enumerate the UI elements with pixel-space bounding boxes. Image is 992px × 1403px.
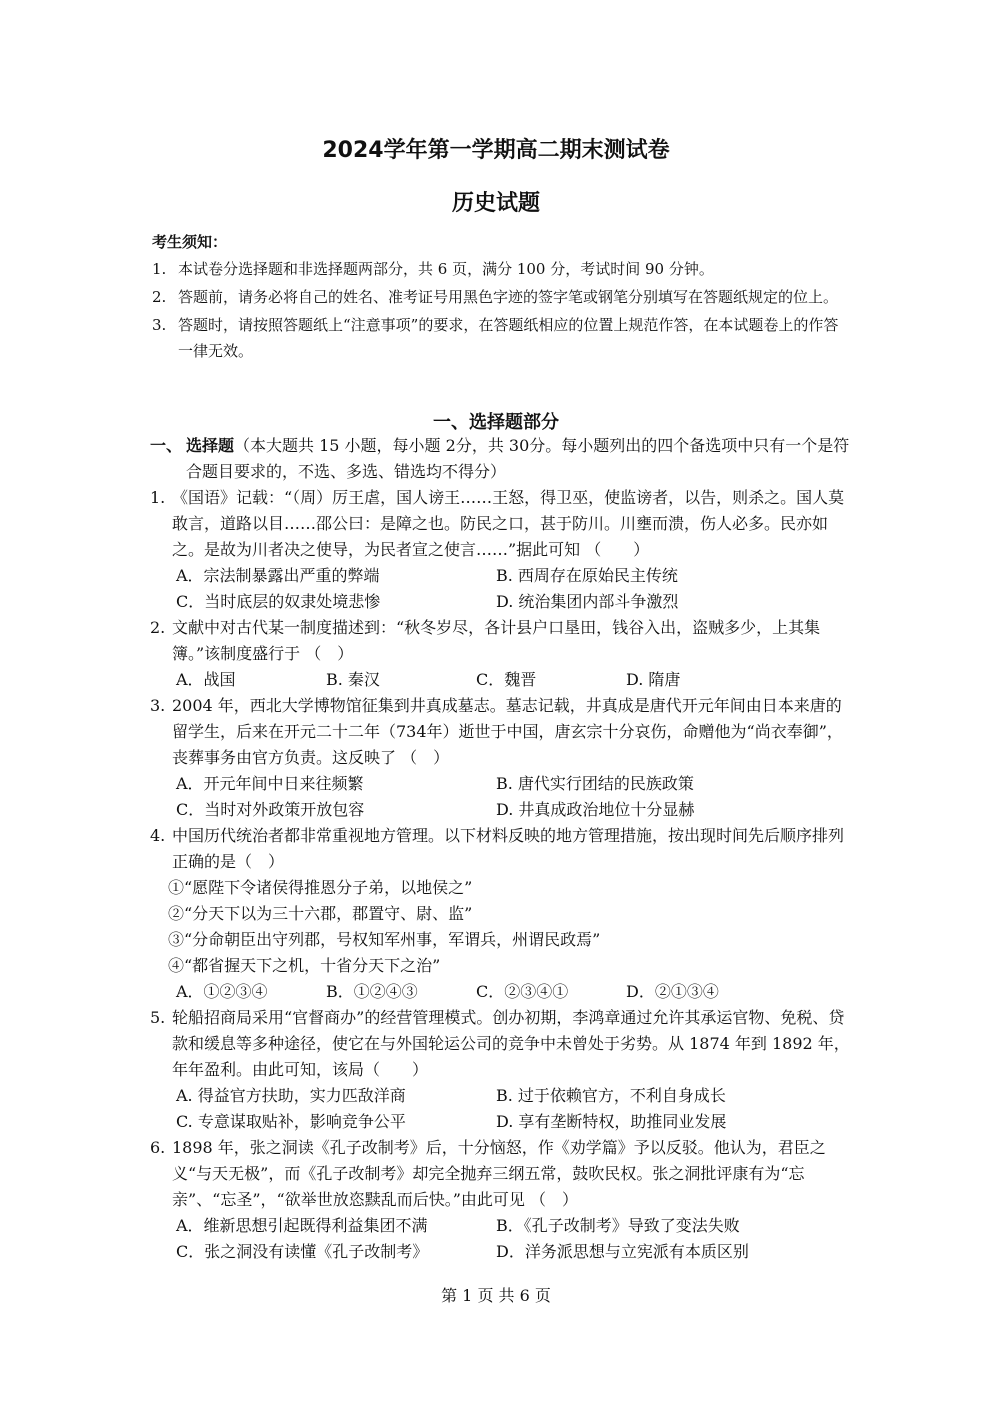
question-6-options xyxy=(150,1213,850,1265)
option-d[interactable]: D．②①③④ xyxy=(626,982,719,1001)
notice-text: 答题前，请务必将自己的姓名、准考证号用黑色字迹的签字笔或钢笔分别填写在答题纸规定的位上。 xyxy=(178,288,839,306)
option-a[interactable]: A．战国 xyxy=(176,670,236,689)
notice-number: 3. xyxy=(152,316,167,334)
notice-item xyxy=(152,284,852,310)
option-d[interactable]: D. 井真成政治地位十分显赫 xyxy=(496,800,695,819)
question-number: 6. xyxy=(150,1138,166,1157)
option-a[interactable]: A．开元年间中日来往频繁 xyxy=(176,774,364,793)
option-d[interactable]: D. 隋唐 xyxy=(626,670,681,689)
option-b[interactable]: B. 西周存在原始民主传统 xyxy=(496,566,678,585)
question-5 xyxy=(150,1005,850,1083)
option-b[interactable]: B. 唐代实行团结的民族政策 xyxy=(496,774,694,793)
exam-title: 2024学年第一学期高二期末测试卷 xyxy=(322,138,670,163)
material-item: ③“分命朝臣出守列郡，号权知军州事，军谓兵，州谓民政焉” xyxy=(168,930,601,949)
notice-number: 2. xyxy=(152,288,167,306)
option-a[interactable]: A．维新思想引起既得利益集团不满 xyxy=(176,1216,428,1235)
question-stem: 2004 年，西北大学博物馆征集到井真成墓志。墓志记载，井真成是唐代开元年间由日本来唐的留学生，后来在开元二十二年（734年）逝世于中国，唐玄宗十分哀伤，命赠他为“尚衣奉御”，丧葬事务由官方负责。这反映了 （ ） xyxy=(172,696,843,767)
notice-item xyxy=(152,312,852,364)
question-4-materials xyxy=(150,875,850,979)
option-c[interactable]: C．当时对外政策开放包容 xyxy=(176,800,365,819)
option-b[interactable]: B．①②④③ xyxy=(326,982,418,1001)
question-4 xyxy=(150,823,850,875)
option-d[interactable]: D. 统治集团内部斗争激烈 xyxy=(496,592,679,611)
question-stem: 1898 年，张之洞读《孔子改制考》后，十分恼怒，作《劝学篇》予以反驳。他认为，君臣之义“与天无极”，而《孔子改制考》却完全抛弃三纲五常，鼓吹民权。张之洞批评康有为“忘亲”、“忘圣”，“欲举世放恣黩乱而后快。”由此可见 （ ） xyxy=(172,1138,826,1209)
notice-block xyxy=(152,230,852,364)
option-b[interactable]: B. 过于依赖官方，不利自身成长 xyxy=(496,1086,726,1105)
page-number: 第 1 页 共 6 页 xyxy=(441,1286,551,1305)
question-number: 3. xyxy=(150,696,166,715)
question-number: 5. xyxy=(150,1008,166,1027)
subject-title: 历史试题 xyxy=(451,191,540,216)
question-2-options xyxy=(150,667,850,693)
material-item: ①“愿陛下令诸侯得推恩分子弟，以地侯之” xyxy=(168,878,473,897)
section-instructions-text: （本大题共 15 小题，每小题 2分，共 30分。每小题列出的四个备选项中只有一个是符合题目要求的，不选、多选、错选均不得分） xyxy=(186,436,850,481)
question-5-options xyxy=(150,1083,850,1135)
option-b[interactable]: B．《孔子改制考》导致了变法失败 xyxy=(496,1216,740,1235)
question-2 xyxy=(150,615,850,667)
option-c[interactable]: C. 专意谋取贴补，影响竞争公平 xyxy=(176,1112,406,1131)
option-c[interactable]: C．魏晋 xyxy=(476,670,537,689)
notice-number: 1. xyxy=(152,260,167,278)
question-number: 2. xyxy=(150,618,166,637)
question-3 xyxy=(150,693,850,771)
option-d[interactable]: D. 享有垄断特权，助推同业发展 xyxy=(496,1112,727,1131)
material-item: ②“分天下以为三十六郡，郡置守、尉、监” xyxy=(168,904,473,923)
option-c[interactable]: C．张之洞没有读懂《孔子改制考》 xyxy=(176,1242,429,1261)
question-1 xyxy=(150,485,850,563)
question-stem: 中国历代统治者都非常重视地方管理。以下材料反映的地方管理措施，按出现时间先后顺序排列正确的是（ ） xyxy=(172,826,845,871)
question-6 xyxy=(150,1135,850,1213)
material-item: ④“都省握天下之机，十省分天下之治” xyxy=(168,956,441,975)
option-b[interactable]: B. 秦汉 xyxy=(326,670,380,689)
question-stem: 《国语》记载：“（周）厉王虐，国人谤王……王怒，得卫巫，使监谤者，以告，则杀之。国人莫敢言，道路以目……邵公曰：是障之也。防民之口，甚于防川。川壅而溃，伤人必多。民亦如之。是故为川者决之使导，为民者宣之使言……”据此可知 （ ） xyxy=(172,488,845,559)
question-3-options xyxy=(150,771,850,823)
option-a[interactable]: A. 得益官方扶助，实力匹敌洋商 xyxy=(176,1086,406,1105)
option-a[interactable]: A．宗法制暴露出严重的弊端 xyxy=(176,566,380,585)
option-c[interactable]: C．②③④① xyxy=(476,982,569,1001)
option-d[interactable]: D．洋务派思想与立宪派有本质区别 xyxy=(496,1242,749,1261)
question-number: 1. xyxy=(150,488,166,507)
question-1-options xyxy=(150,563,850,615)
option-c[interactable]: C．当时底层的奴隶处境悲惨 xyxy=(176,592,381,611)
notice-text: 答题时，请按照答题纸上“注意事项”的要求，在答题纸相应的位置上规范作答，在本试题卷上的作答一律无效。 xyxy=(178,316,839,360)
section-title: 一、选择题部分 xyxy=(433,412,559,433)
question-stem: 轮船招商局采用“官督商办”的经营管理模式。创办初期，李鸿章通过允许其承运官物、免税、贷款和缓息等多种途径，使它在与外国轮运公司的竞争中未曾处于劣势。从 1874 年到 1892 年，年年盈利。由此可知，该局（ ） xyxy=(172,1008,850,1079)
question-4-options xyxy=(150,979,850,1005)
question-number: 4. xyxy=(150,826,166,845)
section-number: 一、 xyxy=(150,436,183,455)
notice-heading: 考生须知： xyxy=(152,233,228,251)
section-instructions xyxy=(150,433,850,485)
notice-text: 本试卷分选择题和非选择题两部分，共 6 页，满分 100 分，考试时间 90 分钟。 xyxy=(178,260,714,278)
notice-item xyxy=(152,256,852,282)
question-list xyxy=(150,433,850,1265)
section-label: 选择题 xyxy=(186,436,235,455)
option-a[interactable]: A．①②③④ xyxy=(176,982,268,1001)
question-stem: 文献中对古代某一制度描述到：“秋冬岁尽，各计县户口垦田，钱谷入出，盗贼多少，上其集簿。”该制度盛行于 （ ） xyxy=(172,618,821,663)
